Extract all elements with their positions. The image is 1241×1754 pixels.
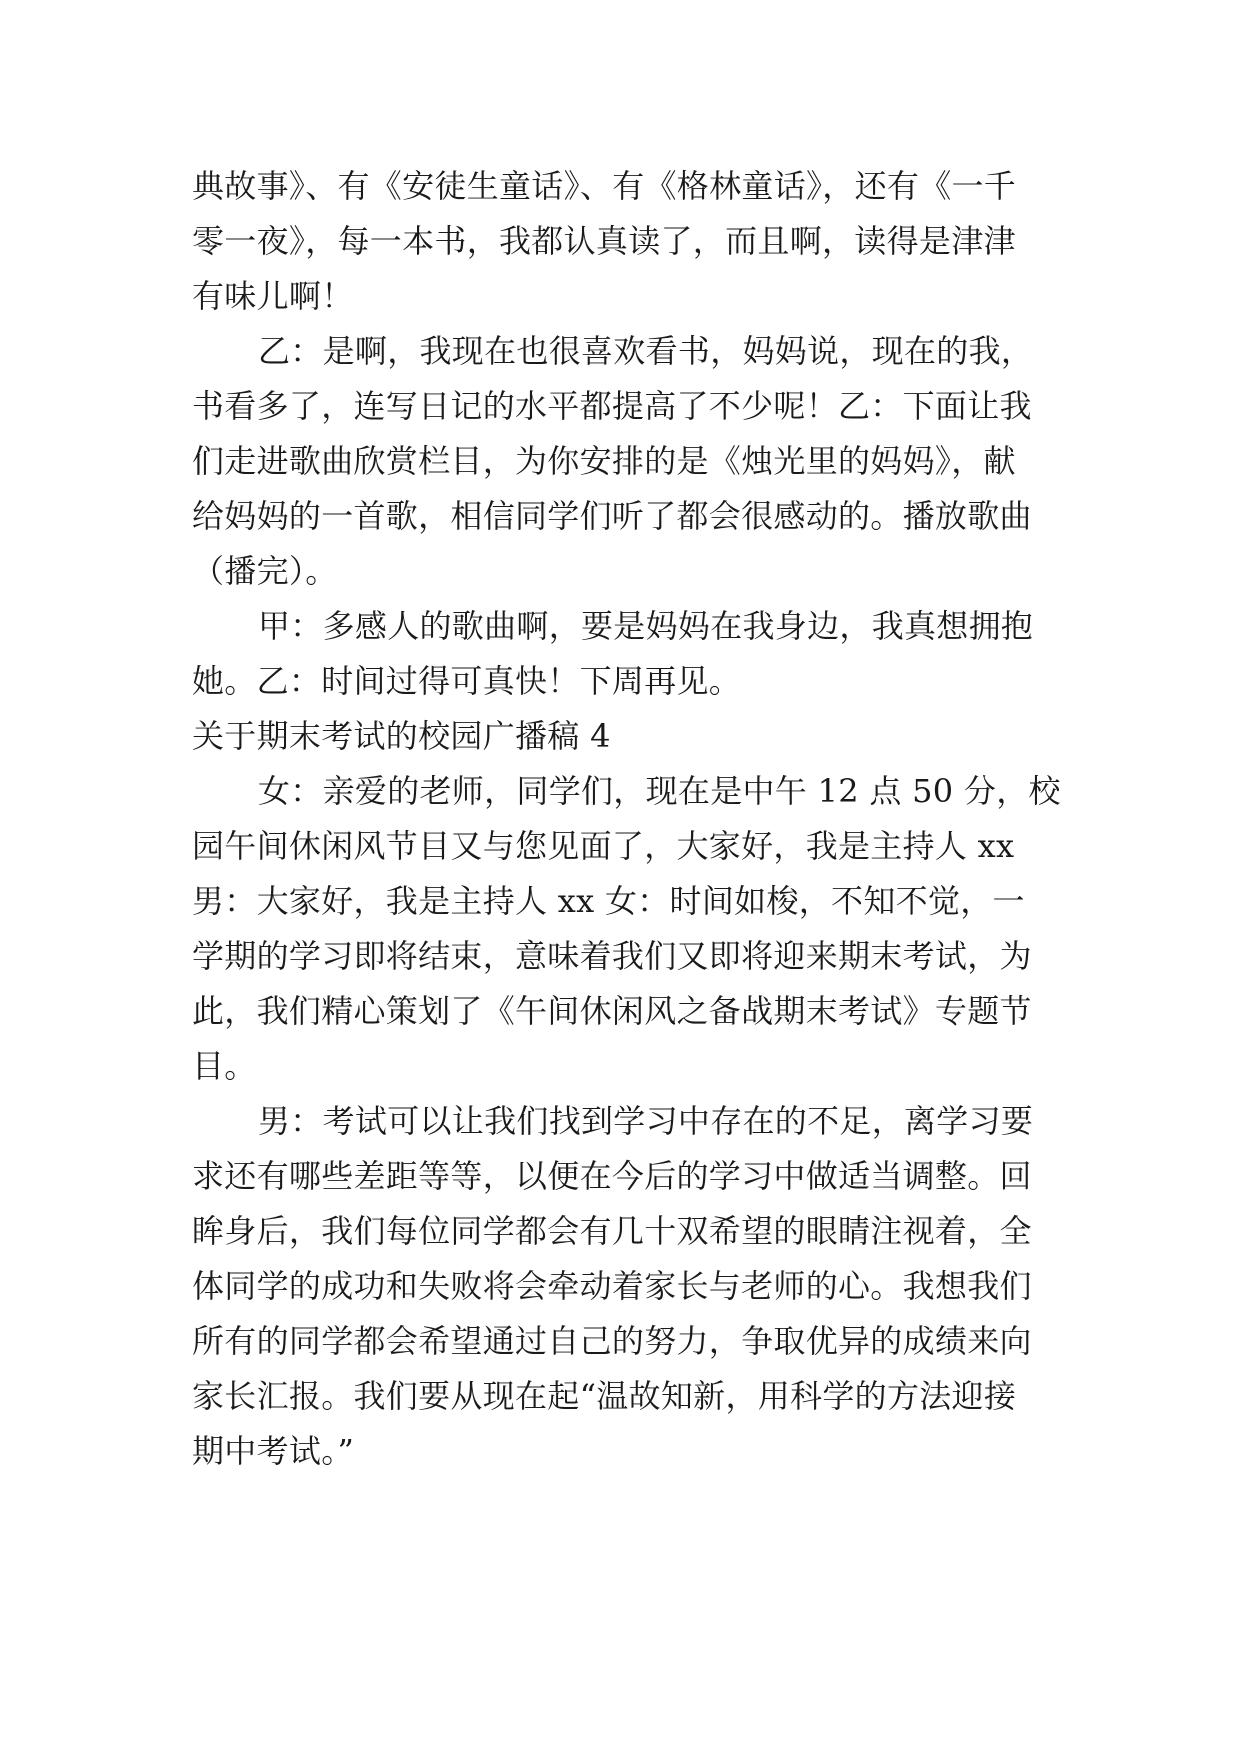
text-line: 目。	[192, 1047, 257, 1085]
text-line: 体同学的成功和失败将会牵动着家长与老师的心。我想我们	[192, 1267, 1032, 1305]
text-line: 园午间休闲风节目又与您见面了，大家好，我是主持人 xx	[192, 827, 1015, 865]
text-line: 男：大家好，我是主持人 xx 女：时间如梭，不知不觉，一	[192, 882, 1025, 920]
text-line: 零一夜》，每一本书，我都认真读了，而且啊，读得是津津	[192, 222, 1016, 260]
text-line: 典故事》、有《安徒生童话》、有《格林童话》，还有《一千	[192, 167, 1017, 205]
paragraph-start-line: 甲：多感人的歌曲啊，要是妈妈在我身边，我真想拥抱	[258, 607, 1034, 645]
text-line: 们走进歌曲欣赏栏目，为你安排的是《烛光里的妈妈》，献	[192, 442, 1016, 480]
paragraph-start-line: 女：亲爱的老师，同学们，现在是中午 12 点 50 分，校	[258, 772, 1061, 810]
text-line: 期中考试。”	[192, 1432, 355, 1470]
text-line: 眸身后，我们每位同学都会有几十双希望的眼睛注视着，全	[192, 1212, 1032, 1250]
section-heading: 关于期末考试的校园广播稿 4	[192, 717, 611, 755]
text-line: （播完）。	[192, 552, 338, 590]
text-line: 所有的同学都会希望通过自己的努力，争取优异的成绩来向	[192, 1322, 1032, 1360]
text-line: 给妈妈的一首歌，相信同学们听了都会很感动的。播放歌曲	[192, 497, 1032, 535]
text-line: 她。乙：时间过得可真快！下周再见。	[192, 662, 742, 700]
text-line: 此，我们精心策划了《午间休闲风之备战期末考试》专题节	[192, 992, 1032, 1030]
paragraph-start-line: 男：考试可以让我们找到学习中存在的不足，离学习要	[258, 1102, 1034, 1140]
text-line: 求还有哪些差距等等，以便在今后的学习中做适当调整。回	[192, 1157, 1032, 1195]
text-line: 学期的学习即将结束，意味着我们又即将迎来期末考试，为	[192, 937, 1032, 975]
paragraph-start-line: 乙：是啊，我现在也很喜欢看书，妈妈说，现在的我，	[258, 332, 1034, 370]
text-line: 有味儿啊！	[192, 277, 354, 315]
text-line: 家长汇报。我们要从现在起“温故知新，用科学的方法迎接	[192, 1377, 1017, 1415]
text-line: 书看多了，连写日记的水平都提高了不少呢！乙：下面让我	[192, 387, 1032, 425]
